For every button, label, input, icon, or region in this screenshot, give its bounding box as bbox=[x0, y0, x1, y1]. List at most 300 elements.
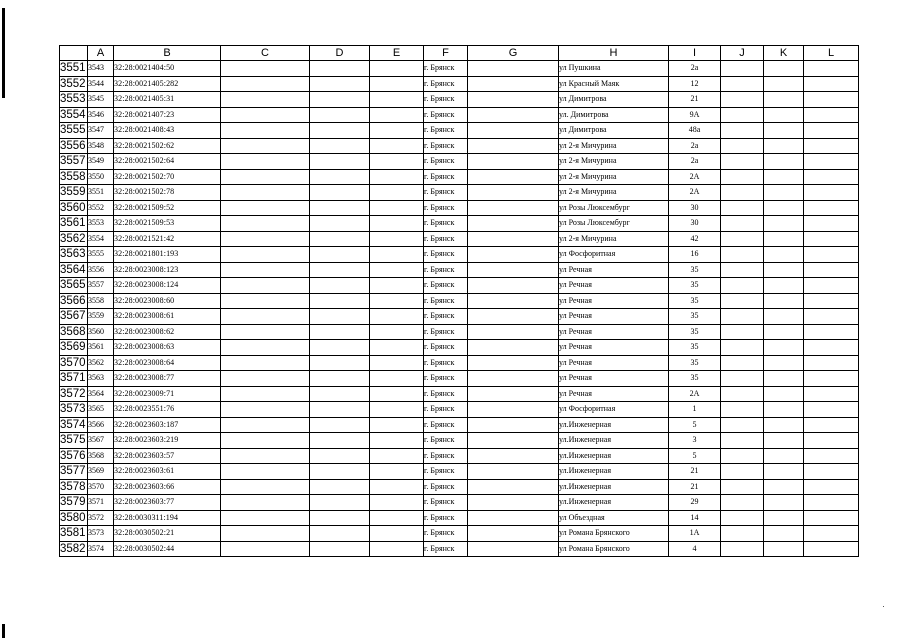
street-cell[interactable]: ул Пушкина bbox=[559, 61, 669, 77]
empty-cell-j[interactable] bbox=[721, 185, 764, 201]
house-number-cell[interactable]: 21 bbox=[669, 479, 721, 495]
empty-cell-l[interactable] bbox=[804, 169, 859, 185]
cadastral-number-cell[interactable]: 32:28:0023603:187 bbox=[114, 417, 221, 433]
city-cell[interactable]: г. Брянск bbox=[424, 464, 468, 480]
empty-cell-g[interactable] bbox=[468, 247, 559, 263]
street-cell[interactable]: ул Речная bbox=[559, 309, 669, 325]
house-number-cell[interactable]: 42 bbox=[669, 231, 721, 247]
empty-cell-g[interactable] bbox=[468, 324, 559, 340]
row-number-cell[interactable]: 3565 bbox=[60, 279, 86, 292]
empty-cell-c[interactable] bbox=[221, 479, 310, 495]
empty-cell-j[interactable] bbox=[721, 107, 764, 123]
city-cell[interactable]: г. Брянск bbox=[424, 402, 468, 418]
empty-cell-g[interactable] bbox=[468, 386, 559, 402]
empty-cell-l[interactable] bbox=[804, 433, 859, 449]
empty-cell-l[interactable] bbox=[804, 200, 859, 216]
cadastral-number-cell[interactable]: 32:28:0023008:61 bbox=[114, 309, 221, 325]
empty-cell-d[interactable] bbox=[310, 448, 370, 464]
empty-cell-k[interactable] bbox=[764, 526, 804, 542]
empty-cell-k[interactable] bbox=[764, 185, 804, 201]
empty-cell-k[interactable] bbox=[764, 417, 804, 433]
cadastral-number-cell[interactable]: 32:28:0023008:63 bbox=[114, 340, 221, 356]
street-cell[interactable]: ул Фосфоритная bbox=[559, 247, 669, 263]
city-cell[interactable]: г. Брянск bbox=[424, 495, 468, 511]
sequence-number-cell[interactable]: 3564 bbox=[88, 386, 114, 402]
empty-cell-d[interactable] bbox=[310, 324, 370, 340]
empty-cell-d[interactable] bbox=[310, 293, 370, 309]
house-number-cell[interactable]: 2а bbox=[669, 154, 721, 170]
empty-cell-j[interactable] bbox=[721, 293, 764, 309]
street-cell[interactable]: ул Речная bbox=[559, 324, 669, 340]
empty-cell-c[interactable] bbox=[221, 402, 310, 418]
street-cell[interactable]: ул Объездная bbox=[559, 510, 669, 526]
street-cell[interactable]: ул 2-я Мичурина bbox=[559, 138, 669, 154]
city-cell[interactable]: г. Брянск bbox=[424, 61, 468, 77]
empty-cell-d[interactable] bbox=[310, 402, 370, 418]
empty-cell-g[interactable] bbox=[468, 278, 559, 294]
row-number-cell[interactable]: 3551 bbox=[60, 62, 86, 75]
empty-cell-c[interactable] bbox=[221, 169, 310, 185]
house-number-cell[interactable]: 30 bbox=[669, 216, 721, 232]
empty-cell-j[interactable] bbox=[721, 340, 764, 356]
street-cell[interactable]: ул Димитрова bbox=[559, 123, 669, 139]
sequence-number-cell[interactable]: 3549 bbox=[88, 154, 114, 170]
cadastral-number-cell[interactable]: 32:28:0021405:282 bbox=[114, 76, 221, 92]
empty-cell-e[interactable] bbox=[370, 433, 424, 449]
empty-cell-c[interactable] bbox=[221, 247, 310, 263]
empty-cell-j[interactable] bbox=[721, 448, 764, 464]
house-number-cell[interactable]: 1А bbox=[669, 526, 721, 542]
empty-cell-k[interactable] bbox=[764, 92, 804, 108]
empty-cell-d[interactable] bbox=[310, 340, 370, 356]
city-cell[interactable]: г. Брянск bbox=[424, 154, 468, 170]
empty-cell-g[interactable] bbox=[468, 216, 559, 232]
street-cell[interactable]: ул.Инженерная bbox=[559, 464, 669, 480]
empty-cell-l[interactable] bbox=[804, 417, 859, 433]
sequence-number-cell[interactable]: 3574 bbox=[88, 541, 114, 557]
empty-cell-k[interactable] bbox=[764, 107, 804, 123]
empty-cell-e[interactable] bbox=[370, 464, 424, 480]
street-cell[interactable]: ул Фосфоритная bbox=[559, 402, 669, 418]
empty-cell-l[interactable] bbox=[804, 526, 859, 542]
empty-cell-k[interactable] bbox=[764, 216, 804, 232]
empty-cell-e[interactable] bbox=[370, 340, 424, 356]
empty-cell-k[interactable] bbox=[764, 309, 804, 325]
column-header-j[interactable]: J bbox=[721, 46, 764, 61]
empty-cell-l[interactable] bbox=[804, 107, 859, 123]
empty-cell-e[interactable] bbox=[370, 355, 424, 371]
empty-cell-c[interactable] bbox=[221, 154, 310, 170]
empty-cell-k[interactable] bbox=[764, 448, 804, 464]
cadastral-number-cell[interactable]: 32:28:0021801:193 bbox=[114, 247, 221, 263]
street-cell[interactable]: ул 2-я Мичурина bbox=[559, 231, 669, 247]
empty-cell-e[interactable] bbox=[370, 371, 424, 387]
cadastral-number-cell[interactable]: 32:28:0023603:57 bbox=[114, 448, 221, 464]
house-number-cell[interactable]: 5 bbox=[669, 448, 721, 464]
empty-cell-c[interactable] bbox=[221, 107, 310, 123]
empty-cell-k[interactable] bbox=[764, 340, 804, 356]
empty-cell-e[interactable] bbox=[370, 61, 424, 77]
sequence-number-cell[interactable]: 3567 bbox=[88, 433, 114, 449]
street-cell[interactable]: ул Речная bbox=[559, 293, 669, 309]
empty-cell-j[interactable] bbox=[721, 464, 764, 480]
empty-cell-k[interactable] bbox=[764, 138, 804, 154]
empty-cell-e[interactable] bbox=[370, 495, 424, 511]
empty-cell-c[interactable] bbox=[221, 61, 310, 77]
street-cell[interactable]: ул Речная bbox=[559, 340, 669, 356]
empty-cell-c[interactable] bbox=[221, 541, 310, 557]
empty-cell-g[interactable] bbox=[468, 495, 559, 511]
sequence-number-cell[interactable]: 3553 bbox=[88, 216, 114, 232]
cadastral-number-cell[interactable]: 32:28:0023603:219 bbox=[114, 433, 221, 449]
city-cell[interactable]: г. Брянск bbox=[424, 309, 468, 325]
sequence-number-cell[interactable]: 3571 bbox=[88, 495, 114, 511]
cadastral-number-cell[interactable]: 32:28:0030311:194 bbox=[114, 510, 221, 526]
sequence-number-cell[interactable]: 3545 bbox=[88, 92, 114, 108]
city-cell[interactable]: г. Брянск bbox=[424, 247, 468, 263]
empty-cell-c[interactable] bbox=[221, 526, 310, 542]
sequence-number-cell[interactable]: 3554 bbox=[88, 231, 114, 247]
street-cell[interactable]: ул.Инженерная bbox=[559, 495, 669, 511]
sequence-number-cell[interactable]: 3551 bbox=[88, 185, 114, 201]
house-number-cell[interactable]: 4 bbox=[669, 541, 721, 557]
empty-cell-k[interactable] bbox=[764, 262, 804, 278]
empty-cell-j[interactable] bbox=[721, 526, 764, 542]
row-number-cell[interactable]: 3567 bbox=[60, 310, 86, 323]
row-number-cell[interactable]: 3556 bbox=[60, 139, 86, 152]
sequence-number-cell[interactable]: 3561 bbox=[88, 340, 114, 356]
cadastral-number-cell[interactable]: 32:28:0023008:124 bbox=[114, 278, 221, 294]
cadastral-number-cell[interactable]: 32:28:0021521:42 bbox=[114, 231, 221, 247]
empty-cell-l[interactable] bbox=[804, 76, 859, 92]
empty-cell-l[interactable] bbox=[804, 479, 859, 495]
house-number-cell[interactable]: 12 bbox=[669, 76, 721, 92]
cadastral-number-cell[interactable]: 32:28:0021407:23 bbox=[114, 107, 221, 123]
house-number-cell[interactable]: 2а bbox=[669, 61, 721, 77]
city-cell[interactable]: г. Брянск bbox=[424, 107, 468, 123]
empty-cell-g[interactable] bbox=[468, 526, 559, 542]
empty-cell-c[interactable] bbox=[221, 138, 310, 154]
city-cell[interactable]: г. Брянск bbox=[424, 324, 468, 340]
empty-cell-e[interactable] bbox=[370, 309, 424, 325]
street-cell[interactable]: ул Розы Люксембург bbox=[559, 216, 669, 232]
city-cell[interactable]: г. Брянск bbox=[424, 371, 468, 387]
empty-cell-g[interactable] bbox=[468, 262, 559, 278]
empty-cell-l[interactable] bbox=[804, 495, 859, 511]
column-header-i[interactable]: I bbox=[669, 46, 721, 61]
empty-cell-d[interactable] bbox=[310, 371, 370, 387]
empty-cell-g[interactable] bbox=[468, 169, 559, 185]
empty-cell-e[interactable] bbox=[370, 541, 424, 557]
empty-cell-l[interactable] bbox=[804, 61, 859, 77]
empty-cell-d[interactable] bbox=[310, 526, 370, 542]
row-number-cell[interactable]: 3562 bbox=[60, 232, 86, 245]
column-header-d[interactable]: D bbox=[310, 46, 370, 61]
cadastral-number-cell[interactable]: 32:28:0030502:21 bbox=[114, 526, 221, 542]
empty-cell-l[interactable] bbox=[804, 123, 859, 139]
empty-cell-d[interactable] bbox=[310, 309, 370, 325]
column-header-b[interactable]: B bbox=[114, 46, 221, 61]
street-cell[interactable]: ул. Димитрова bbox=[559, 107, 669, 123]
street-cell[interactable]: ул Романа Брянского bbox=[559, 541, 669, 557]
column-header-l[interactable]: L bbox=[804, 46, 859, 61]
empty-cell-j[interactable] bbox=[721, 76, 764, 92]
sequence-number-cell[interactable]: 3544 bbox=[88, 76, 114, 92]
empty-cell-k[interactable] bbox=[764, 402, 804, 418]
empty-cell-g[interactable] bbox=[468, 107, 559, 123]
empty-cell-k[interactable] bbox=[764, 61, 804, 77]
empty-cell-k[interactable] bbox=[764, 495, 804, 511]
cadastral-number-cell[interactable]: 32:28:0021404:50 bbox=[114, 61, 221, 77]
empty-cell-g[interactable] bbox=[468, 92, 559, 108]
cadastral-number-cell[interactable]: 32:28:0023008:62 bbox=[114, 324, 221, 340]
sequence-number-cell[interactable]: 3565 bbox=[88, 402, 114, 418]
empty-cell-g[interactable] bbox=[468, 138, 559, 154]
empty-cell-c[interactable] bbox=[221, 495, 310, 511]
house-number-cell[interactable]: 29 bbox=[669, 495, 721, 511]
empty-cell-k[interactable] bbox=[764, 231, 804, 247]
empty-cell-j[interactable] bbox=[721, 247, 764, 263]
sequence-number-cell[interactable]: 3558 bbox=[88, 293, 114, 309]
empty-cell-j[interactable] bbox=[721, 324, 764, 340]
empty-cell-j[interactable] bbox=[721, 386, 764, 402]
cadastral-number-cell[interactable]: 32:28:0021502:78 bbox=[114, 185, 221, 201]
cadastral-number-cell[interactable]: 32:28:0021405:31 bbox=[114, 92, 221, 108]
city-cell[interactable]: г. Брянск bbox=[424, 216, 468, 232]
empty-cell-l[interactable] bbox=[804, 154, 859, 170]
sequence-number-cell[interactable]: 3573 bbox=[88, 526, 114, 542]
empty-cell-d[interactable] bbox=[310, 510, 370, 526]
empty-cell-j[interactable] bbox=[721, 495, 764, 511]
empty-cell-c[interactable] bbox=[221, 92, 310, 108]
empty-cell-l[interactable] bbox=[804, 510, 859, 526]
empty-cell-l[interactable] bbox=[804, 464, 859, 480]
empty-cell-k[interactable] bbox=[764, 154, 804, 170]
street-cell[interactable]: ул Речная bbox=[559, 355, 669, 371]
house-number-cell[interactable]: 35 bbox=[669, 278, 721, 294]
empty-cell-g[interactable] bbox=[468, 61, 559, 77]
empty-cell-k[interactable] bbox=[764, 479, 804, 495]
empty-cell-l[interactable] bbox=[804, 216, 859, 232]
empty-cell-d[interactable] bbox=[310, 123, 370, 139]
city-cell[interactable]: г. Брянск bbox=[424, 355, 468, 371]
city-cell[interactable]: г. Брянск bbox=[424, 386, 468, 402]
empty-cell-c[interactable] bbox=[221, 433, 310, 449]
empty-cell-e[interactable] bbox=[370, 200, 424, 216]
empty-cell-j[interactable] bbox=[721, 216, 764, 232]
empty-cell-l[interactable] bbox=[804, 247, 859, 263]
empty-cell-e[interactable] bbox=[370, 92, 424, 108]
house-number-cell[interactable]: 21 bbox=[669, 92, 721, 108]
house-number-cell[interactable]: 35 bbox=[669, 262, 721, 278]
street-cell[interactable]: ул 2-я Мичурина bbox=[559, 169, 669, 185]
empty-cell-d[interactable] bbox=[310, 541, 370, 557]
empty-cell-e[interactable] bbox=[370, 76, 424, 92]
house-number-cell[interactable]: 16 bbox=[669, 247, 721, 263]
row-number-cell[interactable]: 3564 bbox=[60, 263, 86, 276]
empty-cell-g[interactable] bbox=[468, 293, 559, 309]
city-cell[interactable]: г. Брянск bbox=[424, 138, 468, 154]
cadastral-number-cell[interactable]: 32:28:0021509:53 bbox=[114, 216, 221, 232]
empty-cell-c[interactable] bbox=[221, 510, 310, 526]
row-number-cell[interactable]: 3581 bbox=[60, 527, 86, 540]
house-number-cell[interactable]: 35 bbox=[669, 355, 721, 371]
empty-cell-l[interactable] bbox=[804, 448, 859, 464]
city-cell[interactable]: г. Брянск bbox=[424, 479, 468, 495]
street-cell[interactable]: ул Димитрова bbox=[559, 92, 669, 108]
empty-cell-d[interactable] bbox=[310, 355, 370, 371]
sequence-number-cell[interactable]: 3550 bbox=[88, 169, 114, 185]
city-cell[interactable]: г. Брянск bbox=[424, 510, 468, 526]
row-number-cell[interactable]: 3580 bbox=[60, 511, 86, 524]
empty-cell-l[interactable] bbox=[804, 309, 859, 325]
empty-cell-c[interactable] bbox=[221, 386, 310, 402]
empty-cell-c[interactable] bbox=[221, 309, 310, 325]
empty-cell-j[interactable] bbox=[721, 92, 764, 108]
row-number-cell[interactable]: 3552 bbox=[60, 77, 86, 90]
empty-cell-k[interactable] bbox=[764, 247, 804, 263]
empty-cell-d[interactable] bbox=[310, 278, 370, 294]
empty-cell-d[interactable] bbox=[310, 107, 370, 123]
empty-cell-e[interactable] bbox=[370, 448, 424, 464]
empty-cell-g[interactable] bbox=[468, 76, 559, 92]
empty-cell-g[interactable] bbox=[468, 309, 559, 325]
empty-cell-e[interactable] bbox=[370, 417, 424, 433]
empty-cell-d[interactable] bbox=[310, 138, 370, 154]
empty-cell-l[interactable] bbox=[804, 293, 859, 309]
row-number-cell[interactable]: 3559 bbox=[60, 186, 86, 199]
sequence-number-cell[interactable]: 3568 bbox=[88, 448, 114, 464]
city-cell[interactable]: г. Брянск bbox=[424, 278, 468, 294]
empty-cell-l[interactable] bbox=[804, 231, 859, 247]
empty-cell-c[interactable] bbox=[221, 262, 310, 278]
empty-cell-e[interactable] bbox=[370, 324, 424, 340]
empty-cell-e[interactable] bbox=[370, 138, 424, 154]
cadastral-number-cell[interactable]: 32:28:0023603:61 bbox=[114, 464, 221, 480]
empty-cell-j[interactable] bbox=[721, 154, 764, 170]
house-number-cell[interactable]: 35 bbox=[669, 324, 721, 340]
city-cell[interactable]: г. Брянск bbox=[424, 169, 468, 185]
empty-cell-k[interactable] bbox=[764, 386, 804, 402]
city-cell[interactable]: г. Брянск bbox=[424, 417, 468, 433]
empty-cell-d[interactable] bbox=[310, 433, 370, 449]
empty-cell-c[interactable] bbox=[221, 324, 310, 340]
empty-cell-k[interactable] bbox=[764, 76, 804, 92]
empty-cell-d[interactable] bbox=[310, 216, 370, 232]
house-number-cell[interactable]: 35 bbox=[669, 293, 721, 309]
empty-cell-j[interactable] bbox=[721, 371, 764, 387]
empty-cell-d[interactable] bbox=[310, 169, 370, 185]
empty-cell-j[interactable] bbox=[721, 510, 764, 526]
empty-cell-e[interactable] bbox=[370, 169, 424, 185]
empty-cell-d[interactable] bbox=[310, 495, 370, 511]
house-number-cell[interactable]: 35 bbox=[669, 340, 721, 356]
empty-cell-d[interactable] bbox=[310, 61, 370, 77]
city-cell[interactable]: г. Брянск bbox=[424, 541, 468, 557]
house-number-cell[interactable]: 3 bbox=[669, 433, 721, 449]
sequence-number-cell[interactable]: 3548 bbox=[88, 138, 114, 154]
empty-cell-c[interactable] bbox=[221, 123, 310, 139]
empty-cell-k[interactable] bbox=[764, 278, 804, 294]
house-number-cell[interactable]: 35 bbox=[669, 309, 721, 325]
street-cell[interactable]: ул Романа Брянского bbox=[559, 526, 669, 542]
empty-cell-j[interactable] bbox=[721, 262, 764, 278]
sequence-number-cell[interactable]: 3566 bbox=[88, 417, 114, 433]
house-number-cell[interactable]: 35 bbox=[669, 371, 721, 387]
empty-cell-j[interactable] bbox=[721, 200, 764, 216]
cadastral-number-cell[interactable]: 32:28:0023008:77 bbox=[114, 371, 221, 387]
empty-cell-c[interactable] bbox=[221, 464, 310, 480]
sequence-number-cell[interactable]: 3572 bbox=[88, 510, 114, 526]
empty-cell-j[interactable] bbox=[721, 541, 764, 557]
empty-cell-g[interactable] bbox=[468, 433, 559, 449]
empty-cell-k[interactable] bbox=[764, 123, 804, 139]
row-number-cell[interactable]: 3582 bbox=[60, 542, 86, 555]
empty-cell-k[interactable] bbox=[764, 510, 804, 526]
cadastral-number-cell[interactable]: 32:28:0030502:44 bbox=[114, 541, 221, 557]
city-cell[interactable]: г. Брянск bbox=[424, 123, 468, 139]
empty-cell-k[interactable] bbox=[764, 200, 804, 216]
empty-cell-l[interactable] bbox=[804, 355, 859, 371]
row-number-cell[interactable]: 3578 bbox=[60, 480, 86, 493]
city-cell[interactable]: г. Брянск bbox=[424, 76, 468, 92]
row-number-cell[interactable]: 3570 bbox=[60, 356, 86, 369]
house-number-cell[interactable]: 1 bbox=[669, 402, 721, 418]
empty-cell-j[interactable] bbox=[721, 278, 764, 294]
empty-cell-l[interactable] bbox=[804, 324, 859, 340]
sequence-number-cell[interactable]: 3555 bbox=[88, 247, 114, 263]
empty-cell-e[interactable] bbox=[370, 231, 424, 247]
empty-cell-e[interactable] bbox=[370, 278, 424, 294]
empty-cell-j[interactable] bbox=[721, 123, 764, 139]
empty-cell-e[interactable] bbox=[370, 402, 424, 418]
empty-cell-g[interactable] bbox=[468, 510, 559, 526]
sequence-number-cell[interactable]: 3563 bbox=[88, 371, 114, 387]
cadastral-number-cell[interactable]: 32:28:0021502:62 bbox=[114, 138, 221, 154]
empty-cell-g[interactable] bbox=[468, 417, 559, 433]
street-cell[interactable]: ул Розы Люксембург bbox=[559, 200, 669, 216]
cadastral-number-cell[interactable]: 32:28:0023603:77 bbox=[114, 495, 221, 511]
empty-cell-l[interactable] bbox=[804, 340, 859, 356]
row-number-cell[interactable]: 3572 bbox=[60, 387, 86, 400]
empty-cell-d[interactable] bbox=[310, 76, 370, 92]
empty-cell-l[interactable] bbox=[804, 262, 859, 278]
empty-cell-k[interactable] bbox=[764, 464, 804, 480]
sequence-number-cell[interactable]: 3560 bbox=[88, 324, 114, 340]
house-number-cell[interactable]: 9А bbox=[669, 107, 721, 123]
house-number-cell[interactable]: 2А bbox=[669, 169, 721, 185]
city-cell[interactable]: г. Брянск bbox=[424, 293, 468, 309]
empty-cell-g[interactable] bbox=[468, 355, 559, 371]
cadastral-number-cell[interactable]: 32:28:0023008:123 bbox=[114, 262, 221, 278]
empty-cell-g[interactable] bbox=[468, 448, 559, 464]
empty-cell-g[interactable] bbox=[468, 123, 559, 139]
empty-cell-j[interactable] bbox=[721, 169, 764, 185]
city-cell[interactable]: г. Брянск bbox=[424, 433, 468, 449]
street-cell[interactable]: ул Красный Маяк bbox=[559, 76, 669, 92]
empty-cell-j[interactable] bbox=[721, 61, 764, 77]
city-cell[interactable]: г. Брянск bbox=[424, 448, 468, 464]
empty-cell-g[interactable] bbox=[468, 340, 559, 356]
empty-cell-g[interactable] bbox=[468, 464, 559, 480]
house-number-cell[interactable]: 2А bbox=[669, 185, 721, 201]
city-cell[interactable]: г. Брянск bbox=[424, 200, 468, 216]
empty-cell-j[interactable] bbox=[721, 309, 764, 325]
column-header-h[interactable]: H bbox=[559, 46, 669, 61]
empty-cell-l[interactable] bbox=[804, 402, 859, 418]
column-header-c[interactable]: C bbox=[221, 46, 310, 61]
empty-cell-d[interactable] bbox=[310, 386, 370, 402]
